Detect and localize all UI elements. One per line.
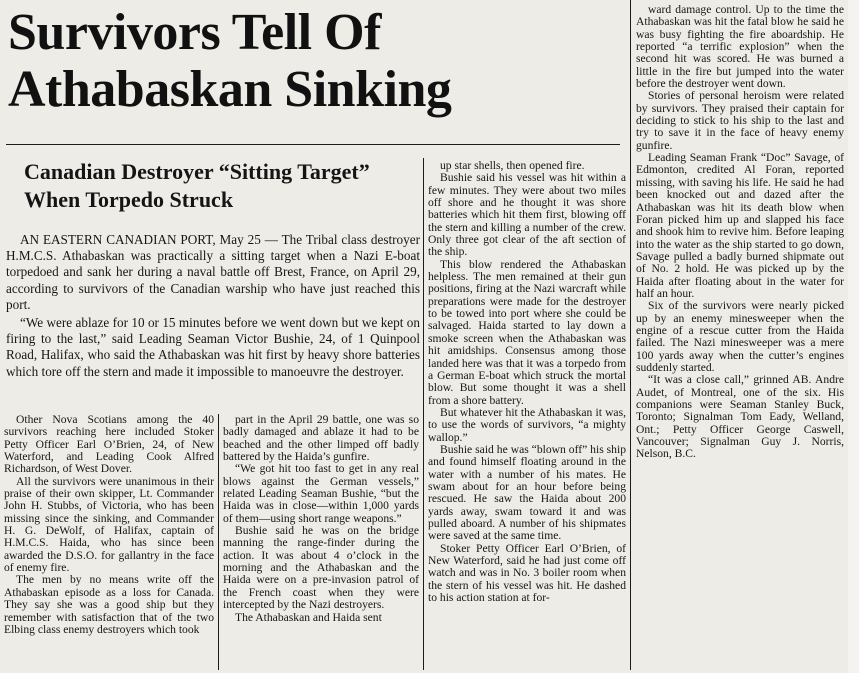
- body-paragraph: Leading Seaman Frank “Doc” Savage, of Edmonton, credited Al Foran, reported missing, with saving his life. He said he had been knocked out and dazed after the Athabaskan was hit its death blow when Foran picked him up and slapped his face and shook him to revive him. Before leaping into the water as the ship started to go down, Savage pulled a badly burned shipmate out of No. 2 hold. He was picked up by the Haida after floating about in the water for half an hour.: [636, 151, 844, 300]
- column-rule: [423, 158, 424, 670]
- column-rule: [218, 414, 219, 670]
- column-1: [4, 414, 214, 672]
- column-3: [428, 160, 626, 672]
- headline-underline: [6, 144, 620, 145]
- body-paragraph: up star shells, then opened fire.: [440, 160, 585, 172]
- body-paragraph: Stories of personal heroism were related by survivors. They praised their captain for deciding to stick to his ship to the last and try to save it in the face of heavy enemy gunfire.: [636, 89, 844, 152]
- body-paragraph: Bushie said he was “blown off” his ship and found himself floating around in the water with a number of his mates. He swam about for an hour before being rescued. He saw the Haida about 200 yards away, swam toward it and was pulled aboard. A number of his shipmates were saved at the same time.: [428, 442, 626, 543]
- body-paragraph: All the survivors were unanimous in their praise of their own skipper, Lt. Commander John H. Stubbs, of Victoria, who has been missing since the sinking, and Commander H. G. DeWolf, of Halifax, captain of H.M.C.S. Haida, who has since been awarded the D.S.O. for gallantry in the face of enemy fire.: [4, 474, 214, 575]
- body-paragraph: Six of the survivors were nearly picked up by an enemy minesweeper when the engine of a rescue cutter from the Haida failed. The Nazi minesweeper was a mere 100 yards away when the cutter’s engines suddenly started.: [636, 299, 844, 374]
- body-paragraph: This blow rendered the Athabaskan helpless. The men remained at their gun positions, firing at the Nazi warcraft while preparations were made for the destroyer to be towed into port where she could be salvaged. Haida started to lay down a smoke screen when the Athabaskan was hit amidships. Consensus among those landed here was that it was a torpedo from a German E-boat which struck the mortal blow. But some thought it was a shell from a shore battery.: [428, 257, 626, 407]
- body-paragraph: Bushie said he was on the bridge manning the range-finder during the action. It was about 4 o’clock in the morning and the Athabaskan and the Haida were on a pre-invasion patrol of the French coast when they were intercepted by the Nazi destroyers.: [223, 524, 419, 612]
- body-paragraph: The men by no means write off the Athabaskan episode as a loss for Canada. They say she was a good ship but they remember with satisfaction that of the two Elbing class enemy destroyers which took: [4, 573, 214, 636]
- headline: Survivors Tell Of Athabaskan Sinking: [8, 4, 452, 118]
- column-rule: [630, 0, 631, 670]
- subhead: Canadian Destroyer “Sitting Target” When Torpedo Struck: [24, 159, 370, 212]
- body-paragraph: Bushie said his vessel was hit within a few minutes. They were about two miles off shore and he thought it was shore batteries which hit them first, blowing off the stern and killing a number of the crew. Only three got clear of the aft section of the ship.: [428, 171, 626, 259]
- lead-paragraph: “We were ablaze for 10 or 15 minutes before we went down but we kept on firing to the last,” said Leading Seaman Victor Bushie, 24, of 1 Quinpool Road, Halifax, who said the Athabaskan was hit first by heavy shore batteries which tore off the stern and made it impossible to manoeuvre the destroyer.: [6, 315, 420, 379]
- body-paragraph: ward damage control. Up to the time the Athabaskan was hit the fatal blow he said he was busy fighting the fire aboardship. He reported “a terrific explosion” when the second hit was scored. He was burned a little in the fire but jumped into the water before the destroyer went down.: [636, 4, 844, 91]
- lead-paragraph: AN EASTERN CANADIAN PORT, May 25 — The Tribal class destroyer H.M.C.S. Athabaskan was practically a sitting target when a Nazi E-boat torpedoed and sank her during a naval battle off Brest, France, on April 29, according to survivors of the Canadian warship who have just reached this port.: [6, 232, 420, 312]
- column-2: [223, 414, 419, 672]
- column-4: [636, 4, 844, 564]
- body-paragraph: “We got hit too fast to get in any real blows against the German vessels,” related Leading Seaman Bushie, “but the Haida was in close—within 1,000 yards of them—using short range weapons.”: [223, 462, 419, 525]
- body-paragraph: Other Nova Scotians among the 40 survivors reaching here included Stoker Petty Officer Earl O’Brien, 24, of New Waterford, and Leading Cook Alfred Richardson, of West Dover.: [4, 414, 214, 476]
- body-paragraph: part in the April 29 battle, one was so badly damaged and ablaze it had to be beached and the other limped off badly battered by the Haida’s gunfire.: [223, 414, 419, 464]
- body-paragraph: Stoker Petty Officer Earl O’Brien, of New Waterford, said he had just come off watch and was in No. 3 boiler room when the stern of his vessel was hit. He dashed to his action station at for-: [428, 541, 626, 605]
- body-paragraph: “It was a close call,” grinned AB. Andre Audet, of Montreal, one of the six. His companions were Seaman Stanley Buck, Toronto; Signalman Tom Eady, Welland, Ont.; Petty Officer George Caswell, Vancouver; Signalman Guy J. Norris, Nelson, B.C.: [636, 373, 844, 461]
- body-paragraph: But whatever hit the Athabaskan it was, to use the words of survivors, “a mighty wallop.”: [428, 405, 626, 444]
- body-paragraph: The Athabaskan and Haida sent: [235, 610, 382, 624]
- lead-paragraphs: [6, 232, 420, 412]
- adjacent-column-edge: [848, 0, 859, 673]
